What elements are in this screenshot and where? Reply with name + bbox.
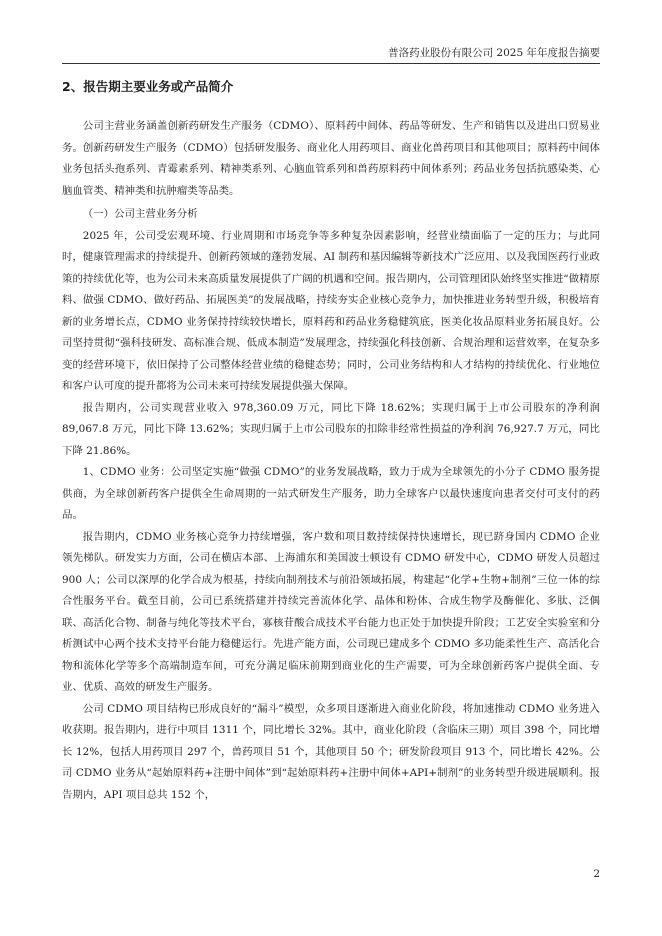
report-header <box>62 45 600 64</box>
paragraph-financials: 报告期内，公司实现营业收入 978,360.09 万元，同比下降 18.62%；实现归属于上市公司股东的净利润 89,067.8 万元，同比下降 13.62%；实现归属于上市公司股东的扣除非经常性损益的净利润 76,927.7 万元，同比下降 21.86%。 <box>62 401 600 457</box>
page-number: 2 <box>593 868 600 880</box>
paragraph-business-analysis: 2025 年，公司受宏观环境、行业周期和市场竞争等多种复杂因素影响，经营业绩面临了一定的压力；与此同时，健康管理需求的持续提升、创新药领域的蓬勃发展、AI 制药和基因编辑等新技术广泛应用、以及我国医药行业政策的持续优化等，也为公司未来高质量发展提供了广阔的机遇和空间。报告期内，公司管理团队始终坚实推进“做精原料、做强 CDMO、做好药品、拓展医美”的发展战略，持续夯实企业核心竞争力，加快推进业务转型升级，积极培育新的业务增长点，CDMO 业务保持持续较快增长，原料药和药品业务稳健筑底，医美化妆品原料业务拓展良好。公司坚持贯彻“强科技研发、高标准合规、低成本制造”发展理念，持续强化科技创新、合规治理和运营效率，在复杂多变的经营环境下，依旧保持了公司整体经营业绩的稳健态势；同时，公司业务结构和人才结构的持续优化、行业地位和客户认可度的提升都将为公司未来可持续发展提供强大保障。 <box>62 229 600 392</box>
paragraph-cdmo-strategy: 1、CDMO 业务：公司坚定实施“做强 CDMO”的业务发展战略，致力于成为全球领先的小分子 CDMO 服务提供商，为全球创新药客户提供全生命周期的一站式研发生产服务，助力全球客户以最快速度向患者交付可支付的药品。 <box>62 466 600 521</box>
section-title: 2、报告期主要业务或产品简介 <box>62 79 234 94</box>
document-body <box>62 76 600 806</box>
report-header-title: 普洛药业股份有限公司 2025 年年度报告摘要 <box>388 47 600 59</box>
paragraph-main-business: 公司主营业务涵盖创新药研发生产服务（CDMO）、原料药中间体、药品等研发、生产和销售以及进出口贸易业务。创新药研发生产服务（CDMO）包括研发服务、商业化人用药项目、商业化兽药项目和其他项目；原料药中间体业务包括头孢系列、青霉素系列、精神类系列、心脑血管系列和兽药原料药中间体系列；药品业务包括抗感染类、心脑血管类、精神类和抗肿瘤类等品类。 <box>62 120 600 197</box>
subsection-heading: （一）公司主营业务分析 <box>82 208 198 220</box>
paragraph-cdmo-capability: 报告期内，CDMO 业务核心竞争力持续增强，客户数和项目数持续保持快速增长，现已跻身国内 CDMO 企业领先梯队。研发实力方面，公司在横店本部、上海浦东和美国波士顿设有 CDMO 研发中心，CDMO 研发人员超过 900 人；公司以深厚的化学合成为根基，持续向制剂技术与前沿领域拓展，构建起“化学+生物+制剂”三位一体的综合性服务平台。截至目前，公司已系统搭建并持续完善流体化学、晶体和粉体、合成生物学及酶催化、多肽、泛偶联、高活化合物、制备与纯化等技术平台，寡核苷酸合成技术平台能力也正处于加快提升阶段；工艺安全实验室和分析测试中心两个技术支持平台能力稳健运行。先进产能方面，公司现已建成多个 CDMO 多功能柔性生产、高活化合物和流体化学等多个高端制造车间，可充分满足临床前期到商业化的生产需要，可为全球创新药客户提供全面、专业、优质、高效的研发生产服务。 <box>62 530 600 693</box>
paragraph-cdmo-projects: 公司 CDMO 项目结构已形成良好的“漏斗”模型，众多项目逐渐进入商业化阶段，将加速推动 CDMO 业务进入收获期。报告期内，进行中项目 1311 个，同比增长 32%。其中，商业化阶段（含临床三期）项目 398 个，同比增长 12%，包括人用药项目 297 个，兽药项目 51 个，其他项目 50 个；研发阶段项目 913 个，同比增长 42%。公司 CDMO 业务从“起始原料药+注册中间体”到“起始原料药+注册中间体+API+制剂”的业务转型升级进展顺利。报告期内，API 项目总共 152 个， <box>62 702 600 801</box>
